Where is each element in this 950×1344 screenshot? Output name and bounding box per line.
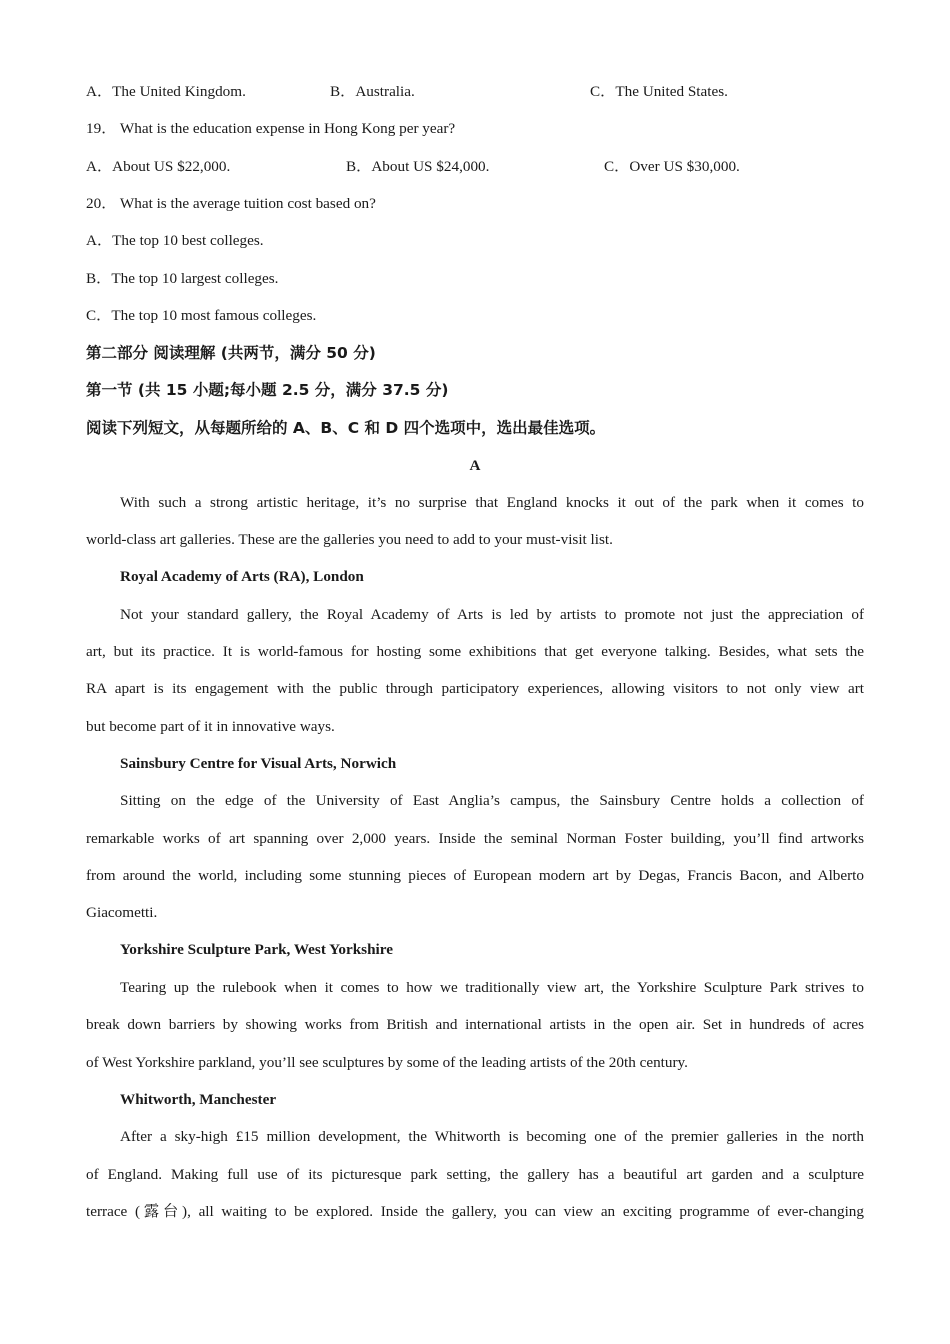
yorkshire-line: break down barriers by showing works from British and international artists in the open air. Set in hundreds of acres: [86, 1016, 864, 1033]
q18-option-a: A．The United Kingdom.: [86, 83, 246, 100]
q18-option-b: B．Australia.: [330, 83, 415, 100]
q20-option-b: B．The top 10 largest colleges.: [86, 270, 279, 287]
section-heading-sainsbury: Sainsbury Centre for Visual Arts, Norwich: [120, 755, 397, 772]
q19-option-b: B．About US $24,000.: [346, 158, 490, 175]
whitworth-line: After a sky-high £15 million development, the Whitworth is becoming one of the premier galleries in the north: [120, 1128, 864, 1145]
passage-label: A: [469, 457, 481, 474]
sainsbury-line: from around the world, including some stunning pieces of European modern art by Degas, Francis Bacon, and Alberto: [86, 867, 864, 884]
q18-option-c: C．The United States.: [590, 83, 728, 100]
ra-line: RA apart is its engagement with the public through participatory experiences, allowing visitors to not only view art: [86, 680, 864, 697]
q19-option-c: C．Over US $30,000.: [604, 158, 740, 175]
part2-instruction: 阅读下列短文，从每题所给的 A、B、C 和 D 四个选项中，选出最佳选项。: [86, 419, 606, 437]
intro-line: With such a strong artistic heritage, it’s no surprise that England knocks it out of the park when it comes to: [120, 494, 864, 511]
ra-line: but become part of it in innovative ways.: [86, 718, 335, 735]
ra-line: art, but its practice. It is world-famous for hosting some exhibitions that get everyone talking. Besides, what sets the: [86, 643, 864, 660]
sainsbury-line: remarkable works of art spanning over 2,000 years. Inside the seminal Norman Foster building, you’ll find artworks: [86, 830, 864, 847]
q19-question: 19． What is the education expense in Hong Kong per year?: [86, 120, 456, 137]
section-heading-yorkshire: Yorkshire Sculpture Park, West Yorkshire: [120, 941, 393, 958]
whitworth-line: of England. Making full use of its picturesque park setting, the gallery has a beautiful art garden and a sculpture: [86, 1166, 864, 1183]
intro-line: world-class art galleries. These are the galleries you need to add to your must-visit list.: [86, 531, 613, 548]
sainsbury-line: Sitting on the edge of the University of East Anglia’s campus, the Sainsbury Centre holds a collection of: [120, 792, 864, 809]
q20-option-a: A．The top 10 best colleges.: [86, 232, 264, 249]
part2-section1: 第一节 (共 15 小题;每小题 2.5 分，满分 37.5 分): [86, 381, 449, 399]
section-heading-ra: Royal Academy of Arts (RA), London: [120, 568, 364, 585]
section-heading-whitworth: Whitworth, Manchester: [120, 1091, 277, 1108]
q20-question: 20． What is the average tuition cost based on?: [86, 195, 376, 212]
q19-option-a: A．About US $22,000.: [86, 158, 231, 175]
part2-title: 第二部分 阅读理解 (共两节，满分 50 分): [86, 344, 376, 362]
ra-line: Not your standard gallery, the Royal Academy of Arts is led by artists to promote not just the appreciation of: [120, 606, 864, 623]
yorkshire-line: Tearing up the rulebook when it comes to how we traditionally view art, the Yorkshire Sculpture Park strives to: [120, 979, 864, 996]
whitworth-line: terrace (露台), all waiting to be explored. Inside the gallery, you can view an exciting programme of ever-changing: [86, 1203, 864, 1220]
yorkshire-line: of West Yorkshire parkland, you’ll see sculptures by some of the leading artists of the 20th century.: [86, 1054, 688, 1071]
sainsbury-line: Giacometti.: [86, 904, 158, 921]
q20-option-c: C．The top 10 most famous colleges.: [86, 307, 317, 324]
